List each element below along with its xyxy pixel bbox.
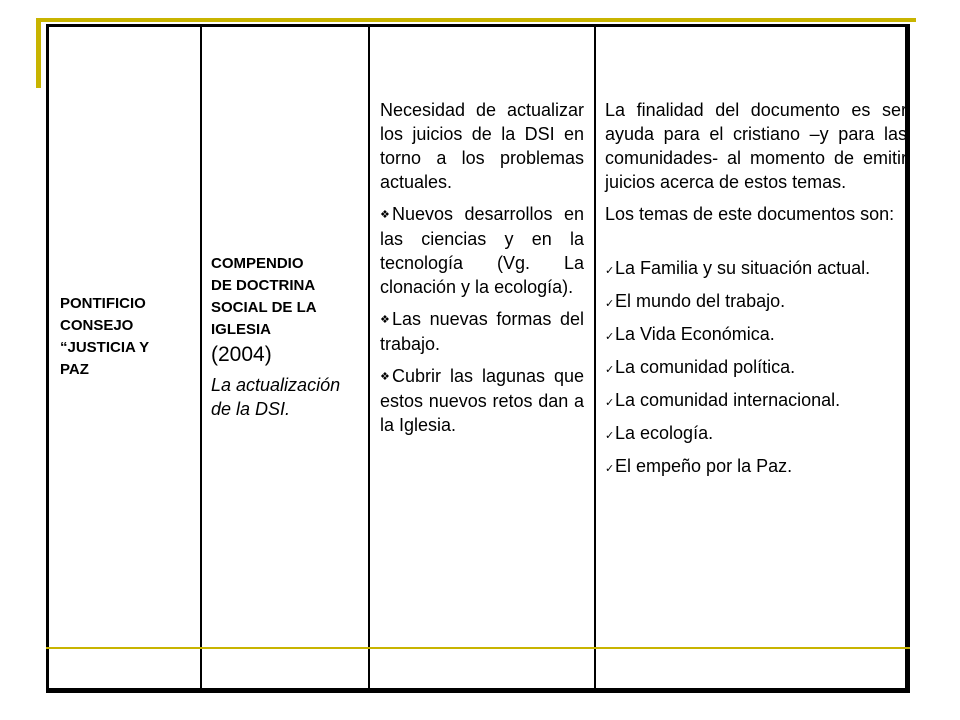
theme-item-text: La ecología. xyxy=(615,423,714,443)
diamond-bullet-icon: ❖ xyxy=(380,209,390,221)
theme-item-text: El empeño por la Paz. xyxy=(615,456,793,476)
row-divider xyxy=(46,647,910,649)
cell-purpose xyxy=(605,98,907,481)
diamond-bullet-icon: ❖ xyxy=(380,371,390,383)
needs-intro: Necesidad de actualizar los juicios de la DSI en torno a los problemas actuales. xyxy=(380,100,584,192)
check-icon: ✓ xyxy=(605,430,615,442)
themes-intro: Los temas de este documentos son: xyxy=(605,204,895,224)
needs-bullet-text: Cubrir las lagunas que estos nuevos retos dan a la Iglesia. xyxy=(380,366,584,435)
issuer-name xyxy=(60,293,149,381)
column-divider-1 xyxy=(200,24,202,693)
needs-bullet-text: Nuevos desarrollos en las ciencias y en la tecnología (Vg. La clonación y la ecología). xyxy=(380,204,584,297)
check-icon: ✓ xyxy=(605,265,615,277)
cell-document xyxy=(211,27,356,647)
theme-item xyxy=(605,289,907,316)
theme-item-text: La Vida Económica. xyxy=(615,324,775,344)
column-divider-3 xyxy=(594,24,596,693)
theme-item-text: La Familia y su situación actual. xyxy=(615,258,871,278)
diamond-bullet-icon: ❖ xyxy=(380,314,390,326)
check-icon: ✓ xyxy=(605,364,615,376)
theme-item-text: El mundo del trabajo. xyxy=(615,291,786,311)
issuer-line: PAZ xyxy=(60,361,89,378)
document-title-line: SOCIAL DE LA xyxy=(211,299,317,316)
theme-item xyxy=(605,256,907,283)
check-icon: ✓ xyxy=(605,463,615,475)
issuer-line: PONTIFICIO xyxy=(60,295,146,312)
cell-issuer xyxy=(60,27,185,647)
theme-item xyxy=(605,454,907,481)
document-year: (2004) xyxy=(211,343,272,366)
theme-item xyxy=(605,355,907,382)
theme-item xyxy=(605,388,907,415)
column-divider-2 xyxy=(368,24,370,693)
check-icon: ✓ xyxy=(605,397,615,409)
issuer-line: “JUSTICIA Y xyxy=(60,339,150,356)
theme-item xyxy=(605,421,907,448)
theme-item xyxy=(605,322,907,349)
decorative-accent-bar-horizontal xyxy=(36,18,916,22)
purpose-paragraph: La finalidad del documento es ser ayuda para el cristiano –y para las comunidades- al momento de emitir juicios acerca de estos temas. xyxy=(605,100,907,192)
issuer-line: CONSEJO xyxy=(60,317,134,334)
cell-needs xyxy=(380,98,584,437)
theme-item-text: La comunidad internacional. xyxy=(615,390,841,410)
document-subtitle: La actualización de la DSI. xyxy=(211,375,341,419)
needs-bullet xyxy=(380,202,584,299)
needs-bullet xyxy=(380,364,584,437)
theme-item-text: La comunidad política. xyxy=(615,357,796,377)
decorative-accent-bar-vertical xyxy=(36,18,41,88)
needs-bullet-text: Las nuevas formas del trabajo. xyxy=(380,309,584,354)
document-title-line: COMPENDIO xyxy=(211,255,304,272)
document-title-line: IGLESIA xyxy=(211,321,272,338)
document-title xyxy=(211,253,356,341)
check-icon: ✓ xyxy=(605,298,615,310)
needs-bullet xyxy=(380,307,584,356)
check-icon: ✓ xyxy=(605,331,615,343)
document-title-line: DE DOCTRINA xyxy=(211,277,316,294)
